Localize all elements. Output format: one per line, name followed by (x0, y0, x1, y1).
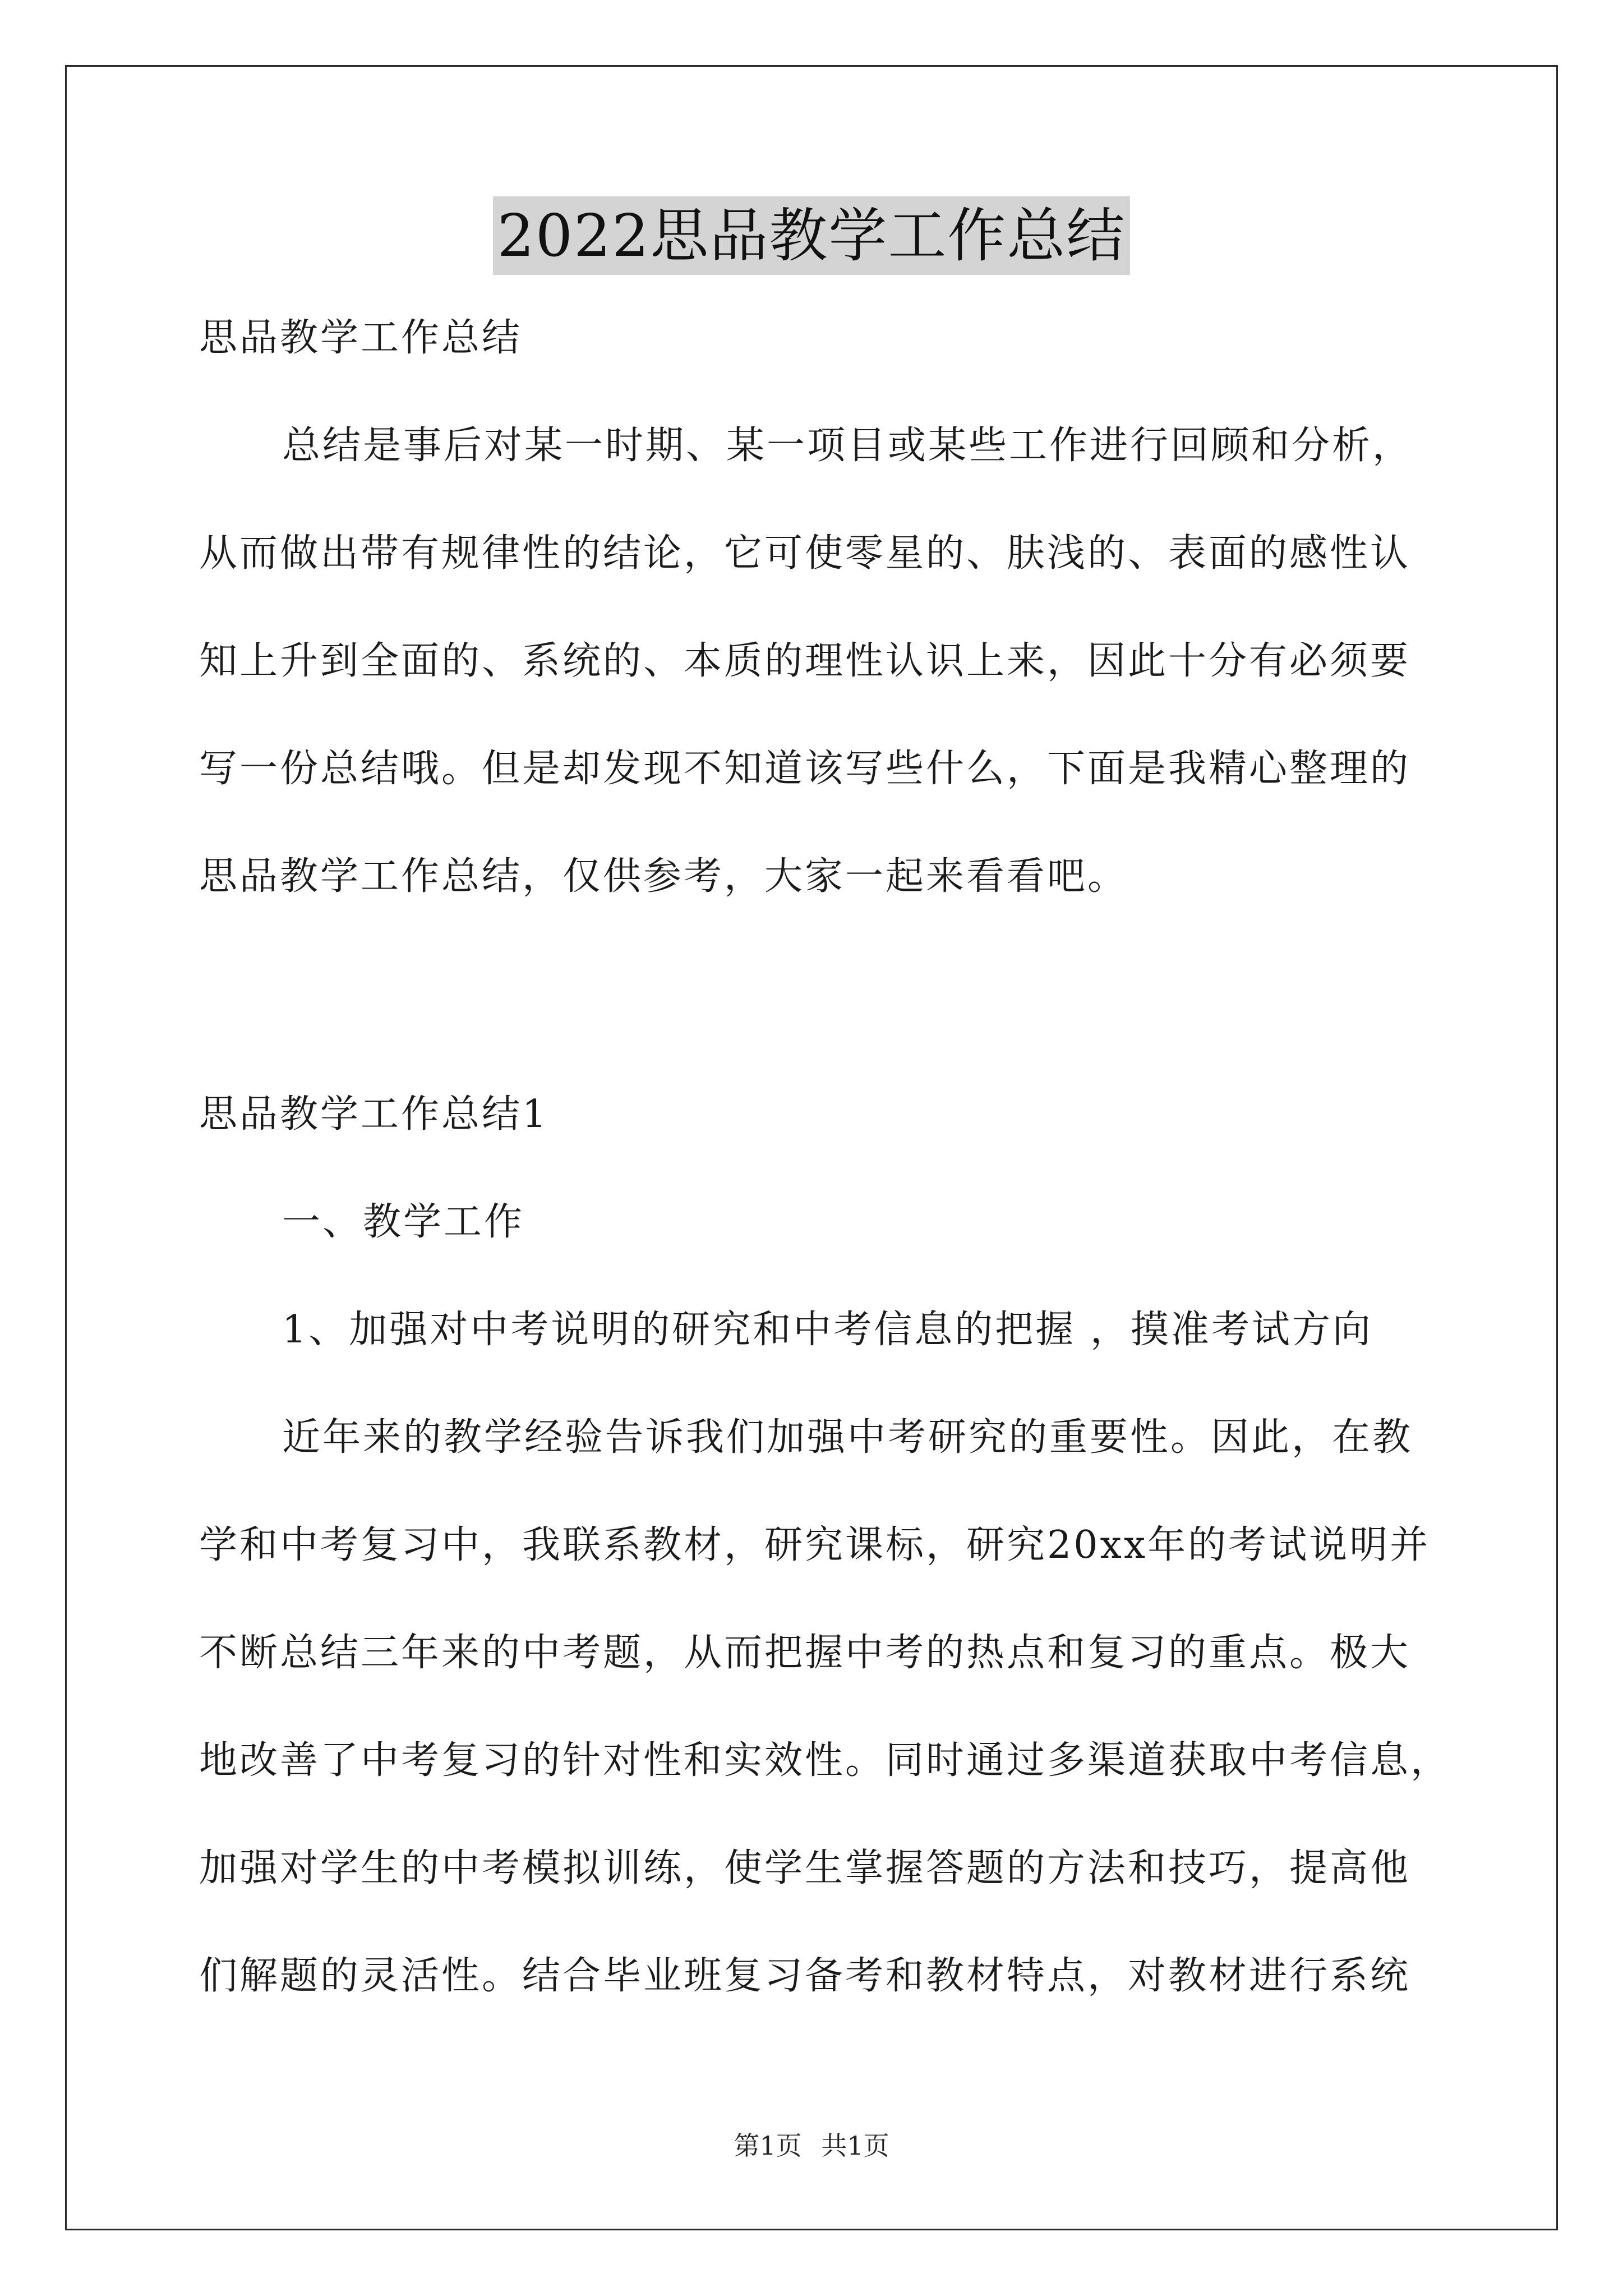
paragraph-line: 加强对学生的中考模拟训练，使学生掌握答题的方法和技巧，提高他 (199, 1846, 1411, 1890)
paragraph-line: 从而做出带有规律性的结论，它可使零星的、肤浅的、表面的感性认 (199, 531, 1411, 576)
page-frame (65, 65, 1558, 2230)
paragraph-line: 写一份总结哦。但是却发现不知道该写些什么，下面是我精心整理的 (199, 747, 1411, 791)
paragraph-line: 一、教学工作 (282, 1200, 525, 1244)
paragraph-line: 近年来的教学经验告诉我们加强中考研究的重要性。因此，在教 (282, 1415, 1413, 1460)
section-heading: 思品教学工作总结1 (199, 1092, 549, 1137)
page-number-current: 第1页 (734, 2131, 802, 2161)
paragraph-line: 思品教学工作总结，仅供参考，大家一起来看看吧。 (199, 854, 1128, 899)
paragraph-line: 1、加强对中考说明的研究和中考信息的把握 ，摸准考试方向 (282, 1308, 1373, 1352)
document-subtitle: 思品教学工作总结 (199, 316, 523, 360)
document-title: 2022思品教学工作总结 (493, 196, 1131, 275)
paragraph-line: 总结是事后对某一时期、某一项目或某些工作进行回顾和分析， (282, 424, 1413, 468)
title-container (0, 196, 1623, 275)
paragraph-line: 们解题的灵活性。结合毕业班复习备考和教材特点，对教材进行系统 (199, 1954, 1411, 1998)
paragraph-line: 地改善了中考复习的针对性和实效性。同时通过多渠道获取中考信息， (199, 1738, 1451, 1783)
paragraph-line: 知上升到全面的、系统的、本质的理性认识上来，因此十分有必须要 (199, 639, 1411, 683)
paragraph-line: 不断总结三年来的中考题，从而把握中考的热点和复习的重点。极大 (199, 1631, 1411, 1675)
page-footer (0, 2129, 1623, 2162)
paragraph-line: 学和中考复习中，我联系教材，研究课标，研究20xx年的考试说明并 (199, 1523, 1431, 1567)
page-number-total: 共1页 (821, 2131, 889, 2161)
